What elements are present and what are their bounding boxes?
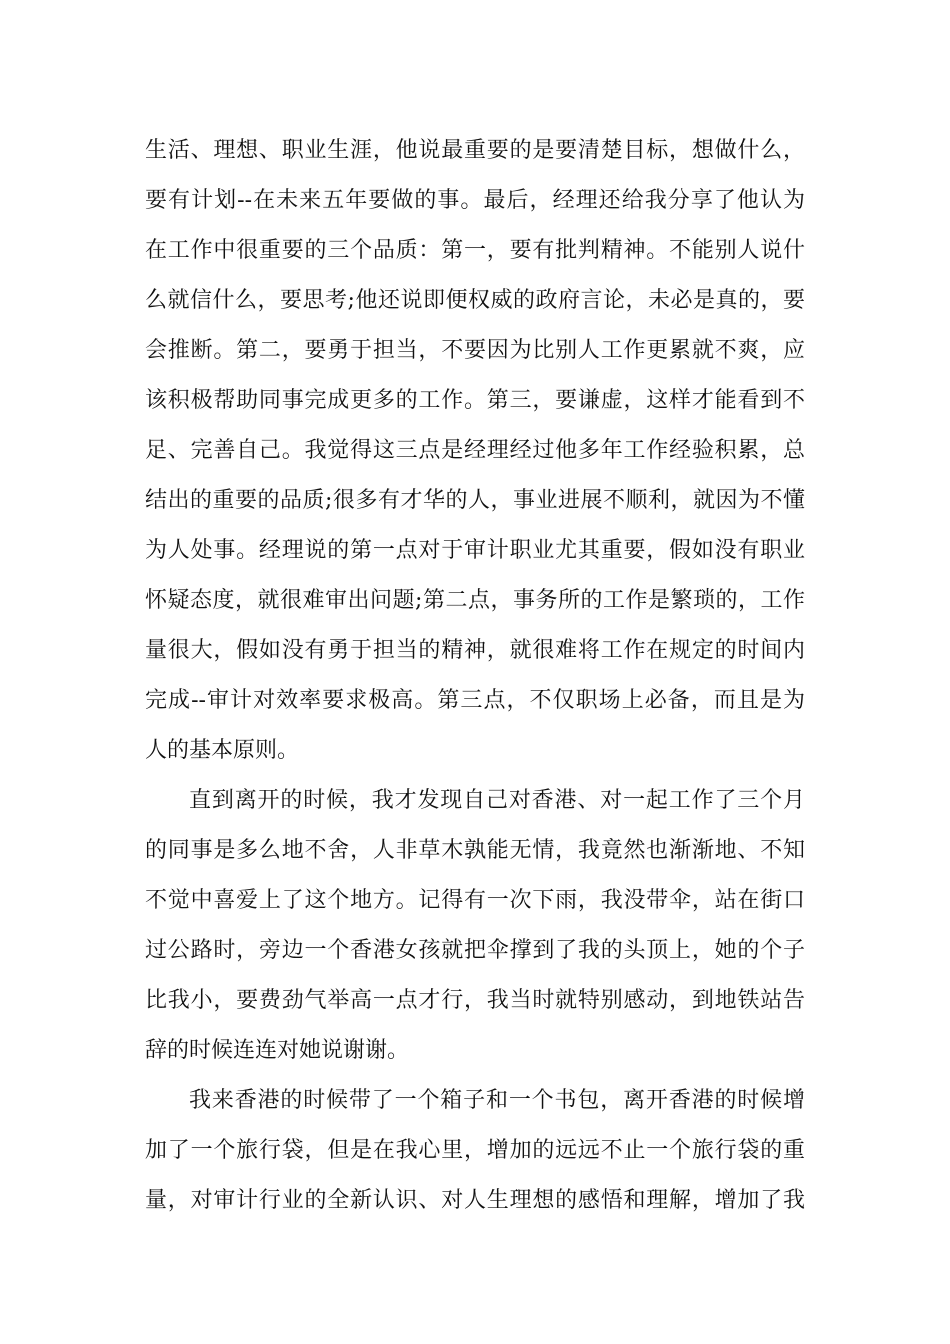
- text-line: 量，对审计行业的全新认识、对人生理想的感悟和理解，增加了我: [145, 1188, 805, 1213]
- text-line: 么就信什么，要思考;他还说即便权威的政府言论，未必是真的，要: [145, 288, 805, 313]
- text-line: 生活、理想、职业生涯，他说最重要的是要清楚目标，想做什么，: [145, 138, 805, 163]
- paragraph-1: [145, 126, 805, 776]
- text-line: 的同事是多么地不舍，人非草木孰能无情，我竟然也渐渐地、不知: [145, 838, 805, 863]
- text-line: 过公路时，旁边一个香港女孩就把伞撑到了我的头顶上，她的个子: [145, 938, 805, 963]
- document-body: [145, 126, 805, 1226]
- paragraph-2: [145, 776, 805, 1076]
- paragraph-3: [145, 1076, 805, 1226]
- text-line: 我来香港的时候带了一个箱子和一个书包，离开香港的时候增: [189, 1088, 805, 1113]
- text-line: 怀疑态度，就很难审出问题;第二点，事务所的工作是繁琐的，工作: [145, 588, 805, 613]
- text-line: 足、完善自己。我觉得这三点是经理经过他多年工作经验积累，总: [145, 438, 805, 463]
- text-line: 直到离开的时候，我才发现自己对香港、对一起工作了三个月: [189, 788, 805, 813]
- text-line: 会推断。第二，要勇于担当，不要因为比别人工作更累就不爽，应: [145, 338, 805, 363]
- text-line: 在工作中很重要的三个品质：第一，要有批判精神。不能别人说什: [145, 238, 805, 263]
- text-line: 量很大，假如没有勇于担当的精神，就很难将工作在规定的时间内: [145, 638, 805, 663]
- text-line: 辞的时候连连对她说谢谢。: [145, 1038, 410, 1063]
- text-line: 该积极帮助同事完成更多的工作。第三，要谦虚，这样才能看到不: [145, 388, 805, 413]
- text-line: 比我小，要费劲气举高一点才行，我当时就特别感动，到地铁站告: [145, 988, 805, 1013]
- text-line: 人的基本原则。: [145, 738, 300, 763]
- text-line: 不觉中喜爱上了这个地方。记得有一次下雨，我没带伞，站在街口: [145, 888, 805, 913]
- text-line: 加了一个旅行袋，但是在我心里，增加的远远不止一个旅行袋的重: [145, 1138, 805, 1163]
- text-line: 要有计划--在未来五年要做的事。最后，经理还给我分享了他认为: [145, 188, 805, 213]
- text-line: 结出的重要的品质;很多有才华的人，事业进展不顺利，就因为不懂: [145, 488, 805, 513]
- text-line: 完成--审计对效率要求极高。第三点，不仅职场上必备，而且是为: [145, 688, 805, 713]
- text-line: 为人处事。经理说的第一点对于审计职业尤其重要，假如没有职业: [145, 538, 805, 563]
